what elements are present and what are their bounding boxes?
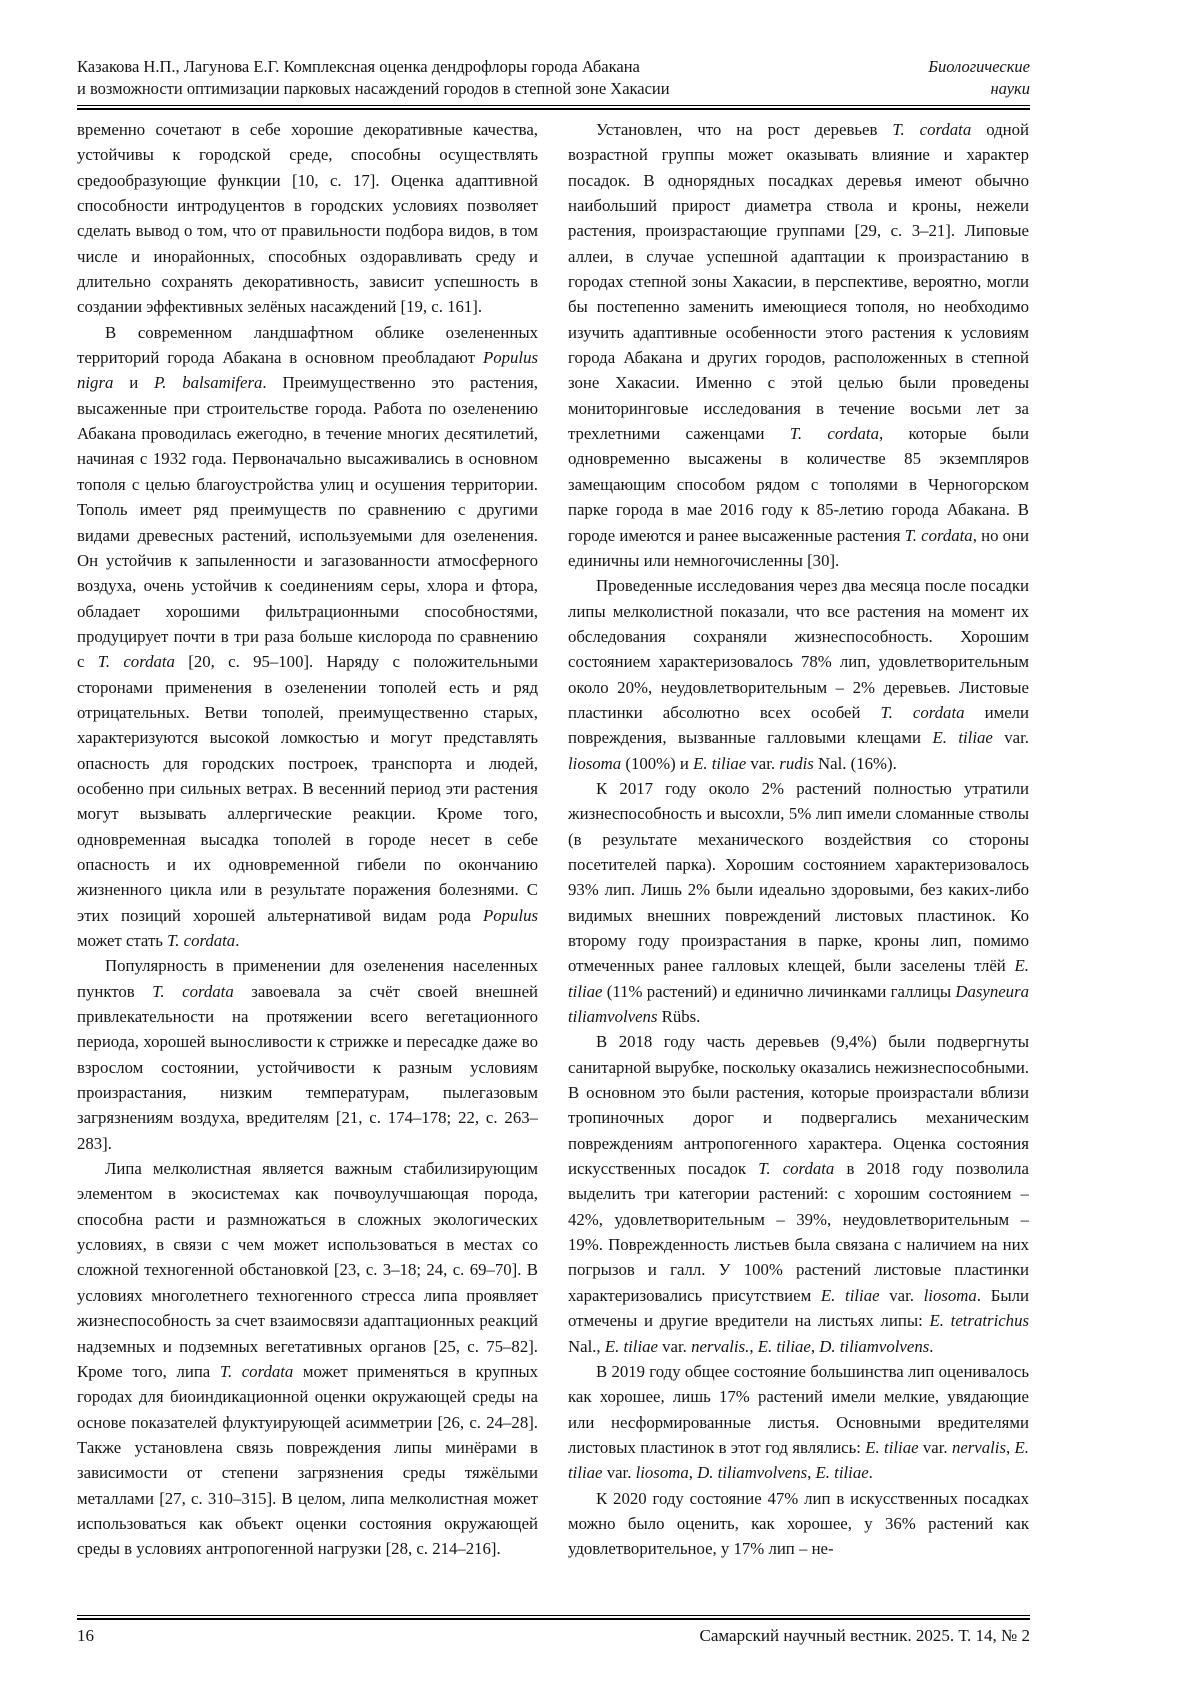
species-name: T. cordata (758, 1159, 835, 1179)
species-name: D. tiliamvolvens (697, 1463, 808, 1483)
species-name: E. tiliae (820, 1285, 880, 1305)
paragraph (77, 1156, 538, 1562)
text-run: , но они единичны или немногочисленны [30]. (568, 525, 1029, 570)
species-name: P. balsamifera (154, 373, 263, 393)
species-name: E. tiliae (568, 956, 1029, 1001)
text-run: . (235, 931, 240, 950)
species-name: T. cordata (904, 525, 973, 545)
paragraph (568, 1359, 1029, 1486)
species-name: liosoma (923, 1285, 977, 1305)
species-name: T. cordata (152, 981, 234, 1001)
paragraph (568, 776, 1029, 1029)
page-footer (77, 1624, 1030, 1648)
text-run: var. (992, 728, 1029, 748)
text-run: Nal. (16%). (813, 753, 897, 773)
paragraph (568, 117, 1029, 573)
text-run: , (810, 1336, 820, 1356)
text-run: (100%) и (621, 753, 694, 773)
section-name-line2: науки (990, 79, 1030, 98)
text-run: В современном ландшафтном облике озелененных территорий города Абакана в основном преобладают (77, 322, 538, 368)
text-run: [20, с. 95–100]. Наряду с положительными сторонами применения в озеленении тополей есть и ряд отрицательных. Ветви тополей, преимущественно старых, характеризуются высокой ломкостью и могут представлять опасность для городских построек, транспорта и людей, особенно при сильных ветрах. В весенний период эти растения могут вызывать аллергические реакции. Кроме того, одновременная высадка тополей в городе несет в себе опасность и их одновременной гибели по окончанию жизненного цикла или в результате поражения болезнями. С этих позиций хорошей альтернативой видам рода (77, 652, 538, 925)
left-column (77, 117, 538, 1613)
text-run: и (113, 373, 155, 393)
species-name: E. tiliae (932, 728, 993, 748)
species-name: E. tiliae (865, 1437, 919, 1457)
running-title-line2: и возможности оптимизации парковых насаждений городов в степной зоне Хакасии (77, 79, 670, 98)
paragraph (568, 1029, 1029, 1358)
text-run: имели повреждения, вызванные галловыми клещами (568, 702, 1029, 748)
text-run: Nal., (568, 1336, 605, 1356)
text-run: В 2018 году часть деревьев (9,4%) были подвергнуты санитарной вырубке, поскольку оказались нежизнеспособными. В основном это были растения, которые произрастали вблизи тропиночных дорог и подвергались механическим повреждениям антропогенного характера. Оценка состояния искусственных посадок (568, 1032, 1029, 1179)
text-run: . (929, 1336, 934, 1356)
paragraph (568, 573, 1029, 776)
running-title (77, 56, 670, 100)
text-run: завоевала за счёт своей внешней привлекательности на протяжении всего вегетационного периода, хорошей выносливости к стрижке и пересадке даже во взрослом состоянии, устойчивости к разным условиям произрастания, низким температурам, пылегазовым загрязнениям воздуха, вредителям [21, с. 174–178; 22, с. 263–283]. (77, 981, 538, 1153)
text-run: var. (918, 1437, 952, 1457)
paragraph (568, 1486, 1029, 1562)
text-run: в 2018 году позволила выделить три категории растений: с хорошим состоянием – 42%, удовлетворительным – 39%, неудовлетворительным – 19%. Поврежденность листьев была связана с наличием на них погрызов и галл. У 100% растений листовые пластинки характеризовались присутствием (568, 1159, 1029, 1305)
article-body (77, 117, 1030, 1613)
text-run: К 2017 году около 2% растений полностью утратили жизнеспособность и высохли, 5% лип имели сломанные стволы (в результате механического воздействия со стороны посетителей парка). Хорошим состоянием характеризовалось 93% лип. Лишь 2% были идеально здоровыми, без каких-либо видимых внешних повреждений листовых пластинок. Ко второму году произрастания в парке, кроны лип, помимо отмеченных ранее галловых клещей, были заселены тлёй (568, 778, 1029, 976)
text-run: var. (657, 1336, 692, 1356)
text-run: может применяться в крупных городах для биоиндикационной оценки окружающей среды на основе показателей флуктуирующей асимметрии [26, с. 24–28]. Также установлена связь повреждения липы минёрами в зависимости от степени загрязнения среды тяжёлыми металлами [27, с. 310–315]. В целом, липа мелколистная может использоваться как объект оценки состояния окружающей среды в условиях антропогенной нагрузки [28, с. 214–216]. (77, 1361, 538, 1559)
text-run: var. (879, 1285, 924, 1305)
text-run: var. (746, 753, 780, 773)
right-column (568, 117, 1029, 1613)
text-run: , (807, 1463, 816, 1483)
text-run: (11% растений) и единично личинками галлицы (602, 981, 956, 1001)
text-run: . Были отмечены и другие вредители на листьях липы: (568, 1285, 1029, 1331)
paragraph (77, 117, 538, 320)
text-run: , (749, 1336, 758, 1356)
species-name: T. cordata (880, 702, 965, 722)
text-run: одной возрастной группы может оказывать влияние и характер посадок. В однорядных посадках деревья имеют обычно наибольший прирост диаметра ствола и кроны, нежели растения, произрастающие группами [29, с. 3–21]. Липовые аллеи, в случае успешной адаптации к произрастанию в городах степной зоны Хакасии, в перспективе, вероятно, могли бы постепенно заменить имеющиеся тополя, но необходимо изучить адаптивные особенности этого растения к условиям города Абакана и других городов, расположенных в степной зоне Хакасии. Именно с этой целью были проведены мониторинговые исследования в течение восьми лет за трехлетними саженцами (568, 120, 1029, 444)
species-name: E. tetratrichus (929, 1311, 1029, 1331)
text-run: . (868, 1463, 873, 1483)
paragraph (77, 320, 538, 954)
text-run: , (1006, 1437, 1015, 1457)
text-run: var. (602, 1463, 636, 1483)
text-run: может стать (77, 931, 168, 950)
species-name: rudis (779, 753, 814, 773)
species-name: nervalis (951, 1437, 1007, 1457)
page-number: 16 (77, 1626, 94, 1645)
page-header (77, 56, 1030, 105)
species-name: nervalis. (691, 1336, 750, 1356)
text-run: Установлен, что на рост деревьев (596, 120, 893, 139)
species-name: D. tiliamvolvens (819, 1336, 930, 1356)
section-name (928, 56, 1030, 100)
species-name: T. cordata (219, 1361, 294, 1381)
species-name: E. tiliae (604, 1336, 658, 1356)
species-name: Populus (482, 905, 538, 925)
species-name: T. cordata (97, 652, 175, 672)
text-run: временно сочетают в себе хорошие декоративные качества, устойчивы к городской среде, способны осуществлять средообразующие функции [10, с. 17]. Оценка адаптивной способности интродуцентов в городских условиях позволяет сделать вывод о том, что от правильности подбора видов, в том числе и инорайонных, способных оздоравливать среду и длительно сохранять декоративность, зависит успешность в создании эффективных зелёных насаждений [19, с. 161]. (77, 120, 538, 317)
text-run: . Преимущественно это растения, высаженные при строительстве города. Работа по озеленению Абакана проводилась ежегодно, в течение многих десятилетий, начиная с 1932 года. Первоначально высаживались в основном тополя с целью благоустройства улиц и осушения территории. Тополь имеет ряд преимуществ по сравнению с другими видами древесных растений, используемыми для озеленения. Он устойчив к запыленности и загазованности атмосферного воздуха, очень устойчив к соединениям серы, хлора и фтора, обладает хорошими фильтрационными способностями, продуцирует почти в три раза больше кислорода по сравнению с (77, 373, 538, 672)
text-run: К 2020 году состояние 47% лип в искусственных посадках можно было оценить, как хорошее, у 36% растений как удовлетворительное, у 17% лип – не- (568, 1488, 1029, 1559)
text-run: Популярность в применении для озеленения населенных пунктов (77, 956, 538, 1001)
text-run: , (688, 1463, 698, 1483)
species-name: liosoma (568, 753, 622, 773)
species-name: liosoma (635, 1463, 689, 1483)
journal-reference: Самарский научный вестник. 2025. Т. 14, № 2 (699, 1626, 1030, 1645)
species-name: Populus nigra (77, 348, 538, 393)
section-name-line1: Биологические (928, 57, 1030, 76)
footer-rule (77, 1615, 1030, 1620)
running-title-line1: Казакова Н.П., Лагунова Е.Г. Комплексная оценка дендрофлоры города Абакана (77, 57, 640, 76)
text-run: Rübs. (657, 1007, 701, 1027)
species-name: T. cordata (892, 120, 972, 139)
species-name: E. tiliae (693, 753, 747, 773)
header-rule (77, 105, 1030, 110)
species-name: E. tiliae (568, 1437, 1029, 1483)
species-name: E. tiliae (815, 1463, 869, 1483)
species-name: T. cordata (789, 424, 879, 444)
text-run: , которые были одновременно высажены в количестве 85 экземпляров замещающим способом рядом с тополями в Черногорском парке города в мае 2016 году к 85-летию города Абакана. В городе имеются и ранее высаженные растения (568, 424, 1029, 545)
species-name: Dasyneura tiliamvolvens (568, 981, 1029, 1027)
page-content (77, 56, 1030, 1648)
text-run: Проведенные исследования через два месяца после посадки липы мелколистной показали, что все растения на момент их обследования сохраняли жизнеспособность. Хорошим состоянием характеризовалось 78% лип, удовлетворительным около 20%, неудовлетворительным – 2% деревьев. Листовые пластинки абсолютно всех особей (568, 576, 1029, 722)
species-name: T. cordata (167, 931, 236, 950)
species-name: E. tiliae (757, 1336, 811, 1356)
text-run: Липа мелколистная является важным стабилизирующим элементом в экосистемах как почвоулучшающая порода, способна расти и размножаться в сложных экологических условиях, в связи с чем может использоваться в местах со сложной техногенной обстановкой [23, с. 3–18; 24, с. 69–70]. В условиях многолетнего техногенного стресса липа проявляет жизнеспособность за счет взаимосвязи адаптационных реакций надземных и подземных вегетативных органов [25, с. 75–82]. Кроме того, липа (77, 1159, 538, 1381)
text-run: В 2019 году общее состояние большинства лип оценивалось как хорошее, лишь 17% растений имели мелкие, увядающие или несформированные листья. Основными вредителями листовых пластинок в этот год являлись: (568, 1361, 1029, 1457)
paragraph (77, 953, 538, 1156)
